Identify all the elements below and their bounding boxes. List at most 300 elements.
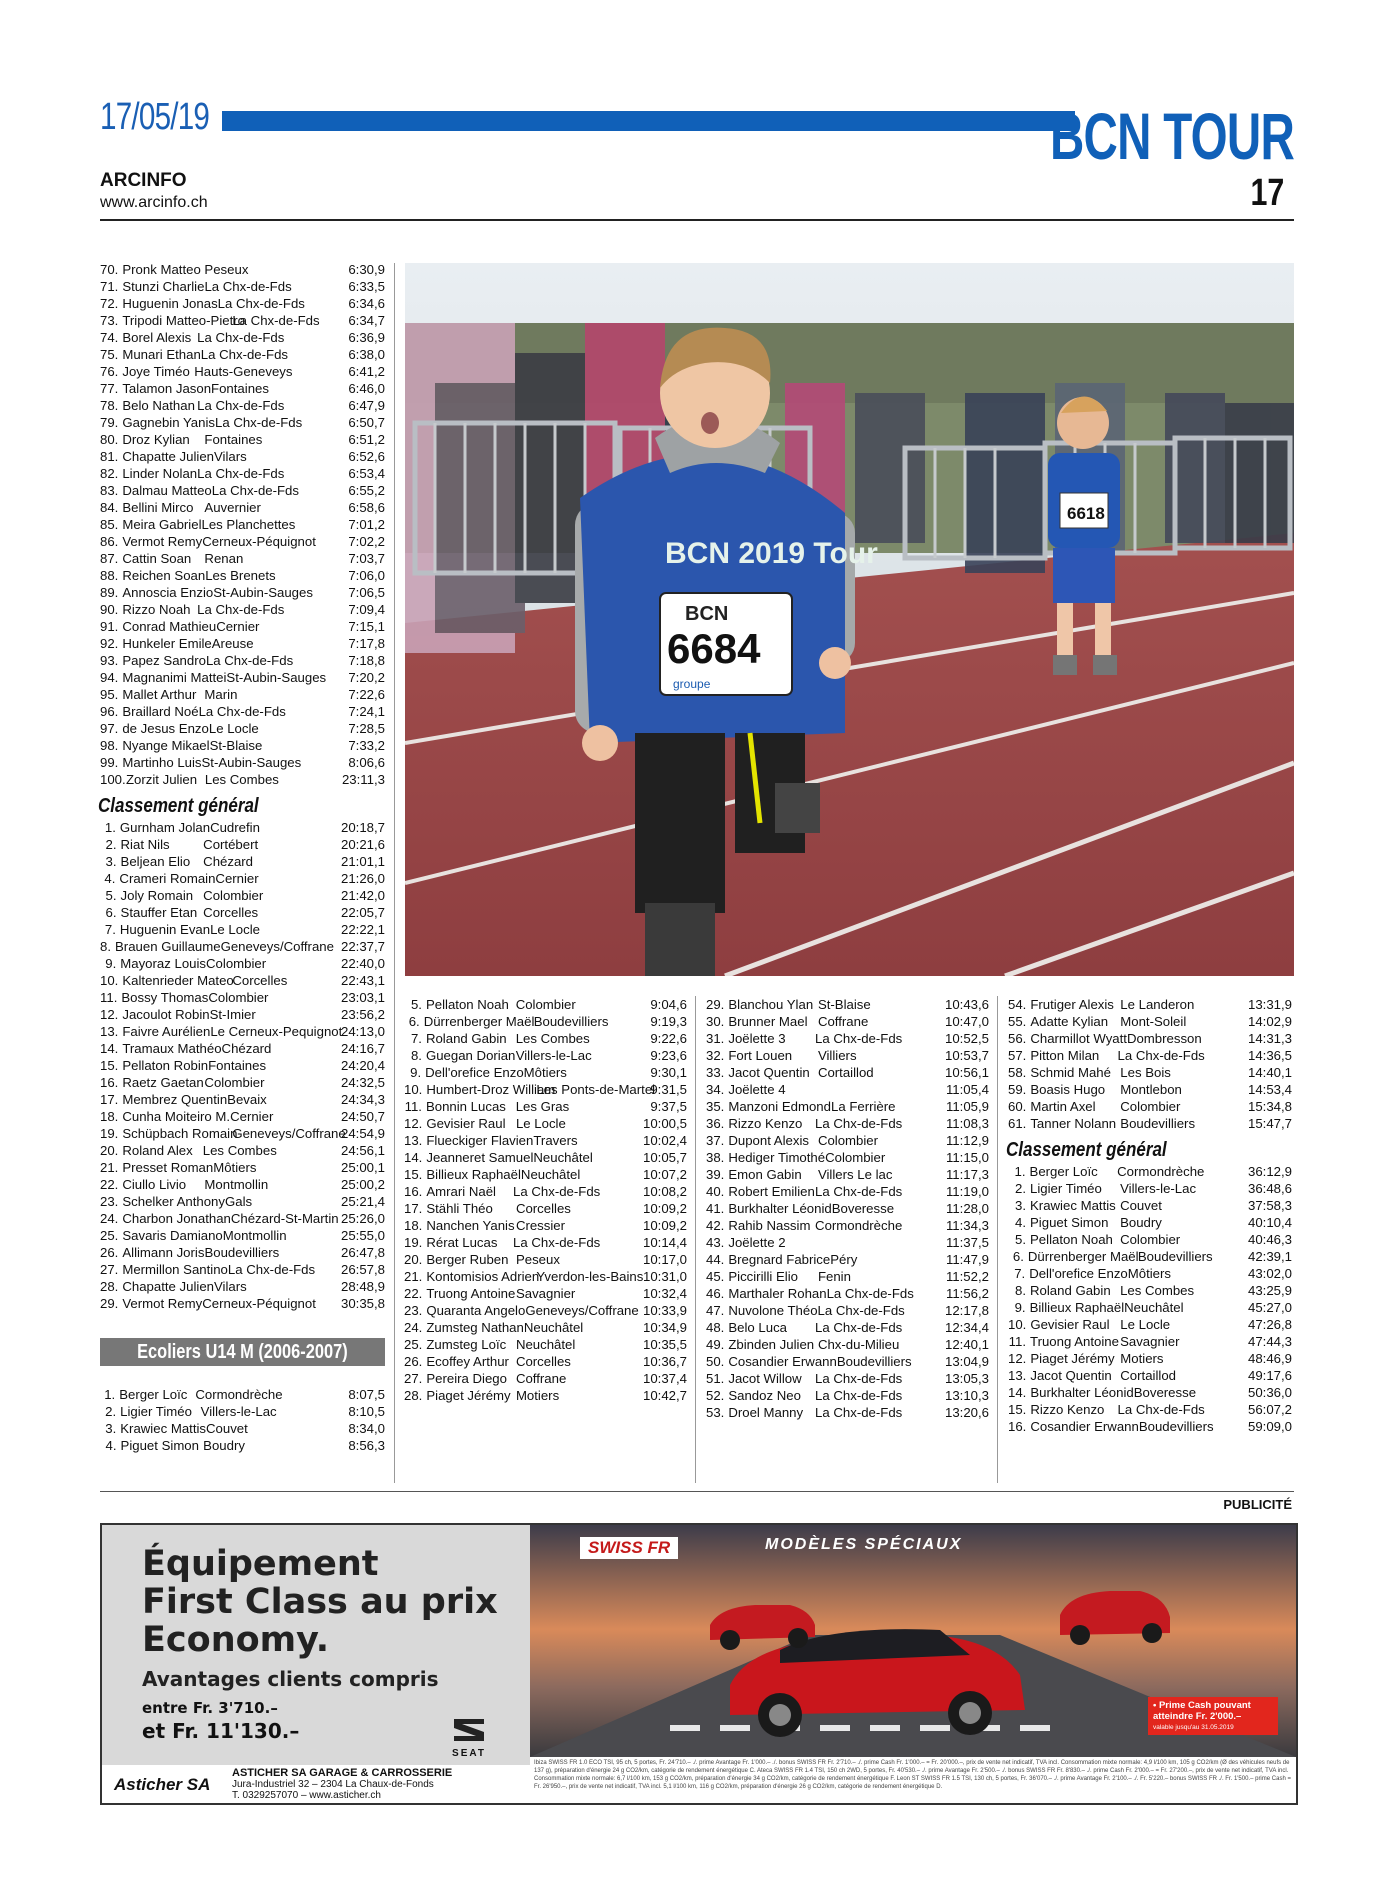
result-rank: 15. xyxy=(404,1167,423,1182)
runner-name: Dell'orefice Enzo xyxy=(425,1065,524,1080)
result-row xyxy=(100,1108,385,1125)
result-time: 10:36,7 xyxy=(642,1354,687,1369)
result-rank: 54. xyxy=(1008,997,1027,1012)
result-time: 10:34,9 xyxy=(643,1320,687,1335)
result-rank: 27. xyxy=(404,1371,423,1386)
result-time: 15:34,8 xyxy=(1247,1099,1292,1114)
runner-name: Joëlette 4 xyxy=(728,1082,786,1097)
result-row xyxy=(404,1319,687,1336)
result-rank: 2. xyxy=(105,837,117,852)
result-time: 6:55,2 xyxy=(348,483,385,498)
runner-town: Boudevilliers xyxy=(836,1354,912,1369)
runner-name: Joëlette 2 xyxy=(728,1235,786,1250)
runner-town: Fontaines xyxy=(204,432,263,447)
result-rank: 8. xyxy=(410,1048,422,1063)
result-rank: 32. xyxy=(706,1048,725,1063)
result-row xyxy=(1008,1333,1292,1350)
runner-name: Nyange Mikael xyxy=(122,738,210,753)
runner-town: Gals xyxy=(224,1194,253,1209)
runner-name: Joly Romain xyxy=(120,888,194,903)
back-bib-number: 6618 xyxy=(1067,504,1105,523)
result-row xyxy=(404,1200,687,1217)
runner-name: Piguet Simon xyxy=(1030,1215,1109,1230)
result-rank: 25. xyxy=(100,1228,119,1243)
runner-name: Jacot Quentin xyxy=(728,1065,810,1080)
runner-name: Dell'orefice Enzo xyxy=(1029,1266,1128,1281)
result-rank: 4. xyxy=(105,1438,117,1453)
brand-name: ARCINFO xyxy=(100,170,187,191)
result-rank: 70. xyxy=(100,262,119,277)
runner-name: Huguenin Evan xyxy=(119,922,211,937)
result-rank: 89. xyxy=(100,585,119,600)
runner-town: Chézard xyxy=(221,1041,272,1056)
advert-headline-line-1: Équipement xyxy=(142,1544,379,1584)
runner-town: La Chx-de-Fds xyxy=(1117,1048,1205,1063)
runner-town: Vilars xyxy=(214,449,247,464)
results-list-col4 xyxy=(1008,996,1292,1132)
runner-town: Les Combes xyxy=(515,1031,590,1046)
result-time: 7:18,8 xyxy=(348,653,385,668)
result-time: 6:51,2 xyxy=(348,432,385,447)
runner-town: La Chx-de-Fds xyxy=(214,415,303,430)
result-rank: 98. xyxy=(100,738,119,753)
runner-name: Piguet Simon xyxy=(120,1438,199,1453)
result-rank: 23. xyxy=(100,1194,119,1209)
runner-town: Boudevilliers xyxy=(533,1014,609,1029)
runner-name: Hediger Timothé xyxy=(728,1150,826,1165)
result-time: 21:42,0 xyxy=(341,888,385,903)
runner-name: Faivre Aurélien xyxy=(122,1024,211,1039)
runner-town: La Chx-de-Fds xyxy=(817,1303,905,1318)
runner-town: Peseux xyxy=(204,262,249,277)
result-rank: 73. xyxy=(100,313,119,328)
runner-name: Rahib Nassim xyxy=(728,1218,811,1233)
runner-town: La Chx-de-Fds xyxy=(232,313,320,328)
prime-cash-text: • Prime Cash pouvant atteindre Fr. 2'000.– xyxy=(1153,1700,1251,1722)
runner-town: Môtiers xyxy=(1127,1266,1171,1281)
result-row xyxy=(404,1268,687,1285)
result-rank: 22. xyxy=(100,1177,119,1192)
result-rank: 50. xyxy=(706,1354,725,1369)
runner-name: Pellaton Noah xyxy=(425,997,509,1012)
result-row xyxy=(1008,996,1292,1013)
result-time: 9:23,6 xyxy=(650,1048,687,1063)
runner-name: Joëlette 3 xyxy=(728,1031,786,1046)
runner-name: de Jesus Enzo xyxy=(122,721,209,736)
result-rank: 13. xyxy=(100,1024,119,1039)
result-time: 10:00,5 xyxy=(642,1116,687,1131)
advert-fine-print: Ibiza SWISS FR 1.0 ECO TSI, 95 ch, 5 portes, Fr. 24'710.– ./. prime Avantage Fr. 1'000.– ./. bonus SWISS FR Fr. 2'710.– ./. prime Cash Fr. 1'000.– = Fr. 20'000.–, prix de vente net indicatif, TVA incl. Consommation mixte normale: 4,9 l/100 km, 105 g CO2/km (Ø des véhicules neufs de 137 g), préparation d'énergie 24 g CO2/km, catégorie de rendement énergétique C. Ateca SWISS FR 1.4 TSI, 150 ch 2WD, 5 portes, Fr. 40'530.– ./. prime Avantage Fr. 2'500.– ./. bonus SWISS FR Fr. 8'830.– ./. prime Cash Fr. 2'000.– = Fr. 27'200.–, prix de vente net indicatif, TVA incl. Consommation mixte normale: 6,7 l/100 km, 153 g CO2/km, préparation d'énergie 34 g CO2/km, catégorie de rendement énergétique F. Leon ST SWISS FR 1.5 TSI, 130 ch, 5 portes, Fr. 36'070.– ./. prime Avantage Fr. 2'100.– ./. Fr. 5'220.– bonus SWISS FR ./. Fr. 1'500.– prime Cash = Fr. 26'950.–, prix de vente net indicatif, TVA incl. 5,1 l/100 km, 116 g CO2/km, préparation d'énergie 26 g CO2/km, catégorie de rendement énergétique D. xyxy=(530,1757,1296,1803)
runner-name: Rizzo Kenzo xyxy=(728,1116,803,1131)
result-row xyxy=(706,1234,989,1251)
result-rank: 53. xyxy=(706,1405,725,1420)
runner-name: Talamon Jason xyxy=(122,381,212,396)
runner-name: Cosandier Erwann xyxy=(728,1354,837,1369)
result-time: 10:07,2 xyxy=(643,1167,687,1182)
result-rank: 12. xyxy=(1008,1351,1027,1366)
result-time: 10:08,2 xyxy=(642,1184,687,1199)
runner-town: Cortaillod xyxy=(1120,1368,1176,1383)
result-row xyxy=(1008,1282,1292,1299)
result-time: 8:10,5 xyxy=(348,1404,385,1419)
runner-name: Ecoffey Arthur xyxy=(426,1354,509,1369)
result-rank: 13. xyxy=(1008,1368,1027,1383)
result-rank: 30. xyxy=(706,1014,725,1029)
result-rank: 90. xyxy=(100,602,119,617)
runner-name: Krawiec Mattis xyxy=(1030,1198,1116,1213)
result-row xyxy=(404,1217,687,1234)
runner-name: Ciullo Livio xyxy=(122,1177,187,1192)
result-rank: 21. xyxy=(404,1269,423,1284)
advert-headline-line-2: First Class au prix xyxy=(142,1582,498,1622)
garage-contact[interactable]: T. 0329257070 – www.asticher.ch xyxy=(232,1790,381,1801)
runner-town: Cormondrèche xyxy=(195,1387,283,1402)
result-time: 11:12,9 xyxy=(945,1133,989,1148)
result-time: 26:57,8 xyxy=(341,1262,385,1277)
result-row xyxy=(100,1159,385,1176)
result-rank: 79. xyxy=(100,415,119,430)
result-time: 11:05,4 xyxy=(945,1082,989,1097)
runner-town: Cormondrèche xyxy=(1117,1164,1205,1179)
result-row xyxy=(1008,1214,1292,1231)
result-row xyxy=(100,737,385,754)
result-time: 11:15,0 xyxy=(945,1150,989,1165)
result-time: 50:36,0 xyxy=(1248,1385,1292,1400)
runner-town: Le Landeron xyxy=(1120,997,1195,1012)
result-row xyxy=(1008,1384,1292,1401)
result-row xyxy=(100,584,385,601)
runner-name: Brauen Guillaume xyxy=(115,939,221,954)
result-row xyxy=(100,397,385,414)
seat-logo xyxy=(452,1715,486,1759)
swiss-fr-logo: SWISS FR xyxy=(580,1537,678,1559)
runner-name: Roland Gabin xyxy=(425,1031,507,1046)
runner-name: Boasis Hugo xyxy=(1030,1082,1106,1097)
runner-town: Colombier xyxy=(208,990,269,1005)
result-row xyxy=(1008,1350,1292,1367)
result-rank: 56. xyxy=(1008,1031,1027,1046)
runner-name: Jacoulot Robin xyxy=(122,1007,210,1022)
result-row xyxy=(706,1013,989,1030)
advert-label: PUBLICITÉ xyxy=(1223,1497,1292,1512)
result-rank: 25. xyxy=(404,1337,423,1352)
result-time: 7:03,7 xyxy=(348,551,385,566)
runner-town: Colombier xyxy=(1120,1099,1181,1114)
result-rank: 57. xyxy=(1008,1048,1027,1063)
result-row xyxy=(100,567,385,584)
result-row xyxy=(100,754,385,771)
runner-name: Amrari Naël xyxy=(426,1184,496,1199)
result-row xyxy=(706,1370,989,1387)
runner-name: Pellaton Noah xyxy=(1030,1232,1113,1247)
runner-town: Boudevilliers xyxy=(1138,1419,1214,1434)
result-time: 10:02,4 xyxy=(643,1133,687,1148)
runner-town: Bevaix xyxy=(227,1092,267,1107)
runner-name: Droz Kylian xyxy=(122,432,190,447)
runner-town: La Chx-de-Fds xyxy=(200,347,289,362)
runner-name: Joye Timéo xyxy=(122,364,190,379)
result-rank: 6. xyxy=(408,1014,420,1029)
garage-name: ASTICHER SA GARAGE & CARROSSERIE xyxy=(232,1767,453,1779)
result-row xyxy=(100,1403,385,1420)
runner-name: Dürrenberger Maël xyxy=(423,1014,535,1029)
runner-name: Annoscia Enzio xyxy=(122,585,214,600)
result-time: 7:22,6 xyxy=(348,687,385,702)
result-rank: 26. xyxy=(404,1354,423,1369)
result-rank: 6. xyxy=(105,905,117,920)
result-time: 6:34,6 xyxy=(348,296,385,311)
results-list-col3 xyxy=(706,996,989,1421)
result-row xyxy=(100,465,385,482)
result-row xyxy=(404,1149,687,1166)
result-row xyxy=(100,1261,385,1278)
result-time: 6:52,6 xyxy=(348,449,385,464)
result-row xyxy=(404,1336,687,1353)
result-rank: 51. xyxy=(706,1371,725,1386)
runner-name: Papez Sandro xyxy=(122,653,206,668)
runner-name: Charbon Jonathan xyxy=(122,1211,231,1226)
result-rank: 6. xyxy=(1012,1249,1024,1264)
result-time: 49:17,6 xyxy=(1247,1368,1292,1383)
result-time: 6:41,2 xyxy=(348,364,385,379)
runner-name: Vermot Remy xyxy=(122,1296,203,1311)
result-row xyxy=(100,669,385,686)
prime-cash-validity: valable jusqu'au 31.05.2019 xyxy=(1153,1724,1234,1731)
result-time: 11:56,2 xyxy=(945,1286,989,1301)
result-row xyxy=(404,1370,687,1387)
result-rank: 91. xyxy=(100,619,119,634)
runner-town: La Chx-de-Fds xyxy=(826,1286,914,1301)
runner-town: Villers-le-Lac xyxy=(200,1404,277,1419)
result-time: 25:00,1 xyxy=(341,1160,385,1175)
result-rank: 17. xyxy=(404,1201,423,1216)
result-row xyxy=(706,1132,989,1149)
result-rank: 97. xyxy=(100,721,119,736)
result-row xyxy=(100,1295,385,1312)
runner-name: Truong Antoine xyxy=(1030,1334,1119,1349)
result-time: 47:26,8 xyxy=(1247,1317,1292,1332)
result-rank: 16. xyxy=(1008,1419,1027,1434)
result-time: 11:08,3 xyxy=(945,1116,989,1131)
result-rank: 87. xyxy=(100,551,119,566)
runner-town: La Chx-de-Fds xyxy=(205,653,294,668)
result-rank: 4. xyxy=(104,871,116,886)
runner-town: Colombier xyxy=(203,888,264,903)
result-time: 22:05,7 xyxy=(341,905,385,920)
runner-town: Les Brenets xyxy=(205,568,276,583)
runner-name: Mermillon Santino xyxy=(122,1262,228,1277)
result-row xyxy=(404,1387,687,1404)
runner-name: Vermot Remy xyxy=(122,534,203,549)
runner-town: Neuchâtel xyxy=(1124,1300,1184,1315)
runner-town: Cudrefin xyxy=(210,820,260,835)
result-rank: 16. xyxy=(404,1184,423,1199)
runner-town: La Chx-de-Fds xyxy=(815,1320,903,1335)
runner-town: La Chx-de-Fds xyxy=(227,1262,316,1277)
brand-url[interactable]: www.arcinfo.ch xyxy=(100,194,208,211)
result-row xyxy=(1008,1231,1292,1248)
result-time: 7:24,1 xyxy=(348,704,385,719)
result-time: 7:28,5 xyxy=(348,721,385,736)
result-rank: 43. xyxy=(706,1235,725,1250)
result-rank: 74. xyxy=(100,330,119,345)
runner-name: Schmid Mahé xyxy=(1030,1065,1111,1080)
result-time: 10:33,9 xyxy=(643,1303,687,1318)
result-row xyxy=(706,1387,989,1404)
result-rank: 23. xyxy=(404,1303,423,1318)
result-rank: 88. xyxy=(100,568,119,583)
result-rank: 86. xyxy=(100,534,119,549)
result-row xyxy=(404,1064,687,1081)
runner-town: Boudevilliers xyxy=(1120,1116,1196,1131)
runner-name: Truong Antoine xyxy=(426,1286,516,1301)
result-row xyxy=(1008,1367,1292,1384)
result-row xyxy=(404,1098,687,1115)
runner-name: Schüpbach Romain xyxy=(122,1126,238,1141)
column-divider-2 xyxy=(695,996,696,1483)
runner-town: Vilars xyxy=(214,1279,247,1294)
result-rank: 22. xyxy=(404,1286,423,1301)
runner-town: La Chx-de-Fds xyxy=(204,279,292,294)
runner-name: Mallet Arthur xyxy=(122,687,197,702)
advert-box[interactable] xyxy=(100,1523,1298,1805)
runner-name: Ligier Timéo xyxy=(120,1404,192,1419)
runner-town: Les Combes xyxy=(1120,1283,1195,1298)
runner-town: Colombier xyxy=(1120,1232,1181,1247)
result-time: 10:43,6 xyxy=(944,997,989,1012)
result-row xyxy=(1008,1098,1292,1115)
result-rank: 28. xyxy=(404,1388,423,1403)
result-time: 40:10,4 xyxy=(1248,1215,1293,1230)
runner-town: Fontaines xyxy=(208,1058,267,1073)
result-time: 22:37,7 xyxy=(341,939,385,954)
result-row xyxy=(100,1420,385,1437)
result-rank: 5. xyxy=(410,997,422,1012)
result-time: 24:20,4 xyxy=(341,1058,385,1073)
result-time: 15:47,7 xyxy=(1247,1116,1292,1131)
runner-name: Tanner Nolann xyxy=(1030,1116,1117,1131)
result-row xyxy=(100,550,385,567)
result-time: 6:47,9 xyxy=(348,398,385,413)
runner-town: Cressier xyxy=(515,1218,566,1233)
result-row xyxy=(404,1234,687,1251)
result-rank: 26. xyxy=(100,1245,119,1260)
runner-name: Flueckiger Flavien xyxy=(426,1133,534,1148)
result-rank: 19. xyxy=(100,1126,119,1141)
runner-name: Martinho Luis xyxy=(122,755,202,770)
result-rank: 19. xyxy=(404,1235,423,1250)
result-rank: 21. xyxy=(100,1160,119,1175)
column-divider xyxy=(394,263,395,1483)
runner-town: St-Blaise xyxy=(209,738,263,753)
result-rank: 15. xyxy=(100,1058,119,1073)
result-row xyxy=(100,482,385,499)
runner-town: Geneveys/Coffrane xyxy=(232,1126,346,1141)
result-time: 10:14,4 xyxy=(642,1235,687,1250)
result-row xyxy=(404,1353,687,1370)
bib-brand: BCN xyxy=(685,603,729,625)
result-time: 10:31,0 xyxy=(643,1269,687,1284)
result-time: 7:20,2 xyxy=(348,670,385,685)
result-row xyxy=(706,1115,989,1132)
result-rank: 5. xyxy=(1015,1232,1027,1247)
result-row xyxy=(100,601,385,618)
runner-name: Schelker Anthony xyxy=(122,1194,225,1209)
result-rank: 44. xyxy=(706,1252,725,1267)
result-rank: 52. xyxy=(706,1388,725,1403)
result-rank: 11. xyxy=(404,1099,422,1114)
result-row xyxy=(404,1132,687,1149)
runner-town: Neuchâtel xyxy=(515,1337,576,1352)
result-row xyxy=(100,1023,385,1040)
result-rank: 10. xyxy=(1008,1317,1027,1332)
runner-town: Les Bois xyxy=(1120,1065,1171,1080)
result-row xyxy=(706,1353,989,1370)
result-time: 24:50,7 xyxy=(341,1109,385,1124)
result-time: 7:15,1 xyxy=(348,619,385,634)
runner-name: Ligier Timéo xyxy=(1030,1181,1102,1196)
result-row xyxy=(100,938,385,955)
result-row xyxy=(404,1166,687,1183)
runner-town: Cernier xyxy=(215,871,259,886)
result-time: 24:34,3 xyxy=(341,1092,385,1107)
result-row xyxy=(100,1437,385,1454)
result-row xyxy=(100,720,385,737)
result-time: 10:35,5 xyxy=(642,1337,687,1352)
result-time: 14:31,3 xyxy=(1248,1031,1292,1046)
result-row xyxy=(706,1268,989,1285)
result-time: 11:37,5 xyxy=(945,1235,989,1250)
result-rank: 18. xyxy=(100,1109,119,1124)
runner-name: Hunkeler Emile xyxy=(122,636,212,651)
runner-town: Colombier xyxy=(825,1150,886,1165)
result-row xyxy=(100,887,385,904)
result-rank: 80. xyxy=(100,432,119,447)
advert-headline-line-3: Economy. xyxy=(142,1620,330,1660)
result-time: 25:21,4 xyxy=(341,1194,385,1209)
result-rank: 11. xyxy=(100,990,118,1005)
result-row xyxy=(100,499,385,516)
runner-name: Chapatte Julien xyxy=(122,1279,214,1294)
runner-name: Piaget Jérémy xyxy=(1030,1351,1115,1366)
result-row xyxy=(1008,1064,1292,1081)
runner-name: Mayoraz Louis xyxy=(120,956,207,971)
result-row xyxy=(404,1302,687,1319)
runner-town: La Chx-de-Fds xyxy=(197,466,285,481)
result-row xyxy=(100,1142,385,1159)
result-rank: 9. xyxy=(410,1065,422,1080)
result-row xyxy=(100,1040,385,1057)
result-row xyxy=(706,1200,989,1217)
runner-town: Cerneux-Péquignot xyxy=(202,1296,316,1311)
runner-name: Piaget Jérémy xyxy=(426,1388,511,1403)
runner-name: Stähli Théo xyxy=(426,1201,493,1216)
result-time: 8:06,6 xyxy=(348,755,385,770)
runner-name: Tripodi Matteo-Pietro xyxy=(122,313,245,328)
result-row xyxy=(706,1404,989,1421)
result-time: 9:19,3 xyxy=(650,1014,687,1029)
runner-name: Dupont Alexis xyxy=(728,1133,809,1148)
result-rank: 2. xyxy=(1015,1181,1027,1196)
result-rank: 35. xyxy=(706,1099,725,1114)
result-row xyxy=(100,346,385,363)
result-row xyxy=(100,1176,385,1193)
result-rank: 60. xyxy=(1008,1099,1027,1114)
runner-town: Cernier xyxy=(216,619,260,634)
result-time: 6:46,0 xyxy=(348,381,385,396)
runner-name: Cunha Moiteiro M. xyxy=(122,1109,231,1124)
runner-town: St-Aubin-Sauges xyxy=(226,670,327,685)
